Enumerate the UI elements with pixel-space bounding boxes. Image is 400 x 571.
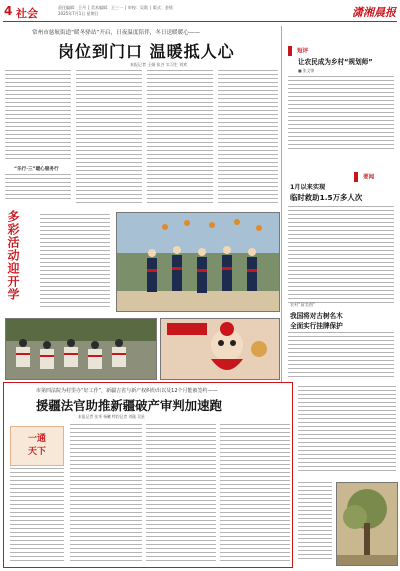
kids-scene — [6, 319, 156, 379]
news-tag-row — [354, 166, 374, 185]
main-byline: 本报记者 王娟 张谷 实习生 刘欢 — [130, 62, 188, 67]
news-tag-mark — [354, 172, 358, 182]
bottom-body-col1 — [10, 468, 64, 564]
side-banner — [5, 210, 39, 320]
basketball-scene — [117, 213, 279, 311]
news-kicker: 1月以来实现 — [290, 184, 326, 191]
right-column — [284, 26, 396, 382]
page-number: 4 — [4, 4, 13, 18]
main-body-col2 — [76, 70, 142, 210]
header-meta-line2: 2025年7月1日 星期日 — [58, 11, 99, 16]
commentary-byline: ■ 张文锦 — [298, 68, 315, 73]
section-name: 社会 — [16, 7, 38, 20]
photo-basketball — [116, 212, 280, 312]
photo-doll — [160, 318, 280, 380]
commentary-tag-mark — [288, 46, 292, 56]
main-body-col4 — [218, 70, 278, 210]
main-body-col3 — [147, 70, 213, 210]
bottom-byline: 本报记者 张华 杨曦 特约记者 刘璇 吴星 — [78, 414, 145, 419]
news-body — [288, 206, 394, 306]
commentary-title: 让农民成为乡村“规划师” — [298, 58, 373, 66]
news2-body — [288, 332, 394, 382]
news-title: 临时救助1.5万多人次 — [290, 193, 363, 202]
bottom-body-col4 — [220, 424, 290, 564]
newspaper-logo: 潇湘晨报 — [352, 6, 396, 19]
side-banner-title: 多彩活动迎开学 — [6, 210, 20, 301]
header-rule — [3, 21, 397, 22]
doll-scene — [161, 319, 279, 379]
bottom-headline: 援疆法官助推新疆破产审判加速跑 — [36, 398, 222, 413]
header-meta-line1: 责任编辑：王丹 │ 美术编辑：王三一 │ 审校：吴霞 │ 版式：金铭 — [58, 5, 173, 10]
badge-line2: 天下 — [27, 447, 46, 457]
tree-scene — [337, 483, 397, 565]
bottom-kicker: 市第四法院为村里办“好工作”，新疆吉省与新产权纠纷出以及12个月能被签约—— — [36, 388, 218, 394]
photo-trees — [336, 482, 398, 566]
bottom-body-col2 — [70, 424, 142, 564]
badge-line1: 一通 — [27, 434, 46, 444]
commentary-body — [288, 76, 394, 152]
main-body-col1 — [5, 70, 71, 164]
right-bottom-body2 — [298, 482, 332, 564]
photo-kids — [5, 318, 157, 380]
commentary-tag: 短评 — [297, 48, 309, 55]
side-text — [40, 214, 110, 314]
news2-kicker: 农村“留美图” — [290, 302, 316, 307]
right-col-divider — [281, 26, 282, 382]
bottom-badge — [10, 426, 64, 466]
page-header — [0, 0, 400, 24]
right-bottom-body — [298, 386, 396, 476]
main-body-col1b — [5, 174, 71, 204]
news2-title-2: 全面实行挂牌保护 — [290, 322, 343, 330]
main-headline: 岗位到门口 温暖抵人心 — [58, 42, 235, 61]
bottom-body-col3 — [146, 424, 216, 564]
main-subhead: “乐行·三”暖心服务行 — [14, 167, 59, 172]
news2-title-1: 我国将对古树名木 — [290, 312, 343, 320]
news-tag: 要闻 — [363, 174, 375, 181]
main-kicker: 常州市慈航街道“暖冬驿站”开启，日夜温度陪伴，冬日送暖暖心—— — [32, 30, 201, 36]
